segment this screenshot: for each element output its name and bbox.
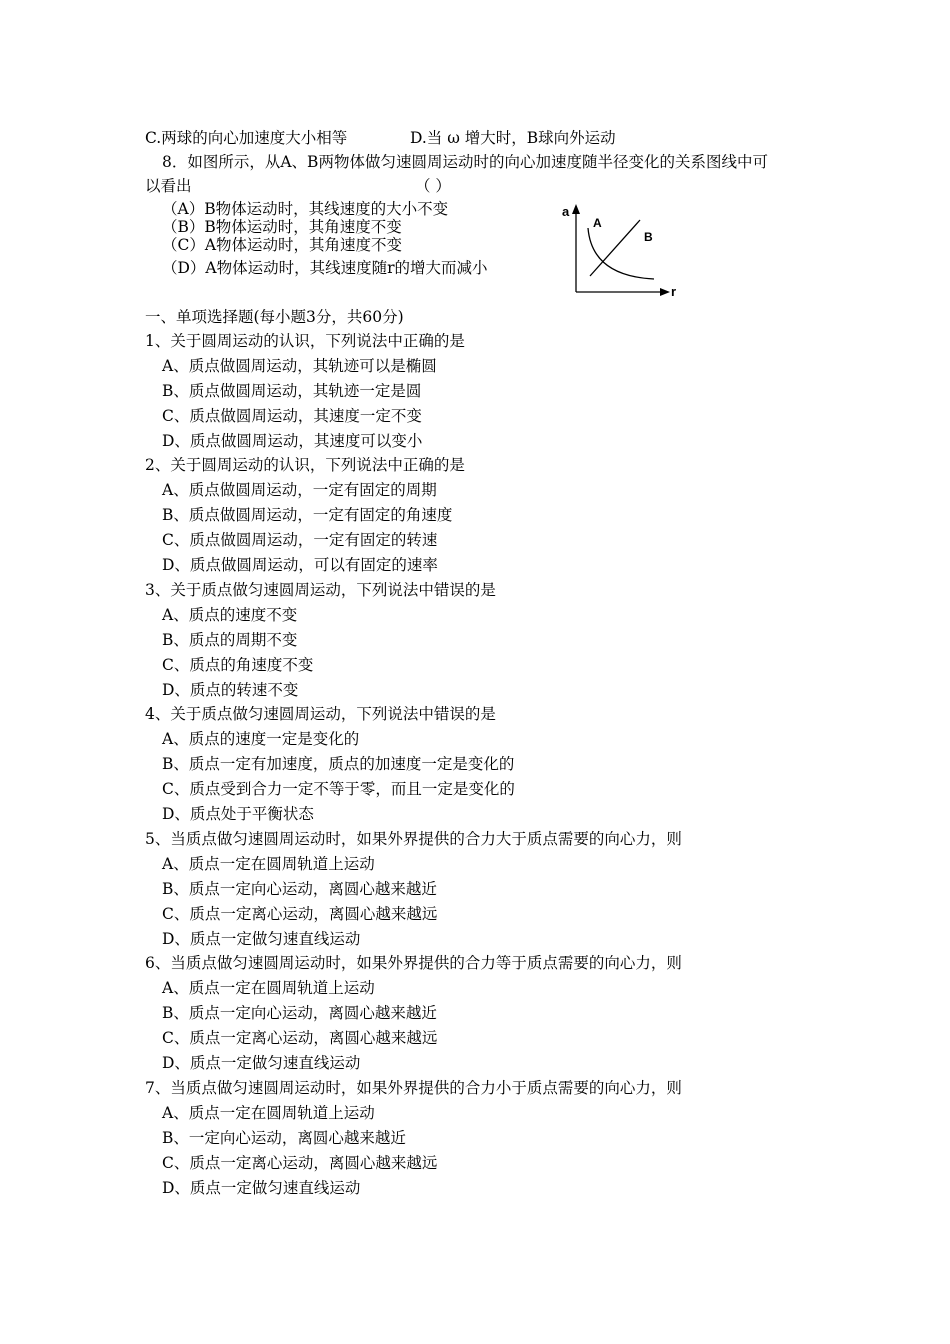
question-5-option-c: C、质点一定离心运动，离圆心越来越远 <box>162 905 438 923</box>
line-b-label: B <box>644 230 653 244</box>
question-4-option-c: C、质点受到合力一定不等于零，而且一定是变化的 <box>162 780 515 798</box>
question-1-option-a: A、质点做圆周运动，其轨迹可以是椭圆 <box>162 357 437 375</box>
question-5-option-a: A、质点一定在圆周轨道上运动 <box>162 855 375 873</box>
question-7-option-d: D、质点一定做匀速直线运动 <box>162 1179 361 1197</box>
question-1-option-c: C、质点做圆周运动，其速度一定不变 <box>162 407 422 425</box>
question-2-stem: 2、关于圆周运动的认识，下列说法中正确的是 <box>145 456 465 474</box>
question-4-option-d: D、质点处于平衡状态 <box>162 805 314 823</box>
y-axis-arrow <box>572 204 580 214</box>
question-3-option-c: C、质点的角速度不变 <box>162 656 314 674</box>
q8-option-d: （D）A物体运动时，其线速度随r的增大而减小 <box>162 259 488 277</box>
question-7-option-b: B、一定向心运动，离圆心越来越近 <box>162 1129 406 1147</box>
question-3-option-b: B、质点的周期不变 <box>162 631 298 649</box>
question-2-option-a: A、质点做圆周运动，一定有固定的周期 <box>162 481 437 499</box>
q8-stem-line2: 以看出 <box>145 177 192 195</box>
question-6-option-d: D、质点一定做匀速直线运动 <box>162 1054 361 1072</box>
question-5-stem: 5、当质点做匀速圆周运动时，如果外界提供的合力大于质点需要的向心力，则 <box>145 830 682 848</box>
question-7-option-a: A、质点一定在圆周轨道上运动 <box>162 1104 375 1122</box>
question-6-option-a: A、质点一定在圆周轨道上运动 <box>162 979 375 997</box>
question-2-option-c: C、质点做圆周运动，一定有固定的转速 <box>162 531 438 549</box>
curve-a-label: A <box>593 216 602 230</box>
x-axis-arrow <box>660 288 670 296</box>
question-1-stem: 1、关于圆周运动的认识，下列说法中正确的是 <box>145 332 465 350</box>
section-heading: 一、单项选择题(每小题3分，共60分) <box>145 308 404 326</box>
question-6-option-b: B、质点一定向心运动，离圆心越来越近 <box>162 1004 437 1022</box>
q7-option-c: C.两球的向心加速度大小相等 <box>145 129 348 147</box>
question-4-option-b: B、质点一定有加速度，质点的加速度一定是变化的 <box>162 755 515 773</box>
question-2-option-d: D、质点做圆周运动，可以有固定的速率 <box>162 556 438 574</box>
question-7-option-c: C、质点一定离心运动，离圆心越来越远 <box>162 1154 438 1172</box>
question-6-option-c: C、质点一定离心运动，离圆心越来越远 <box>162 1029 438 1047</box>
question-6-stem: 6、当质点做匀速圆周运动时，如果外界提供的合力等于质点需要的向心力，则 <box>145 954 682 972</box>
q8-option-c: （C）A物体运动时，其角速度不变 <box>162 236 403 254</box>
question-5-option-d: D、质点一定做匀速直线运动 <box>162 930 361 948</box>
y-axis-label: a <box>562 204 570 219</box>
q8-option-a: （A）B物体运动时，其线速度的大小不变 <box>162 200 449 218</box>
question-3-stem: 3、关于质点做匀速圆周运动，下列说法中错误的是 <box>145 581 496 599</box>
q8-answer-paren: （ ） <box>415 177 451 195</box>
x-axis-label: r <box>671 284 677 299</box>
question-4-stem: 4、关于质点做匀速圆周运动，下列说法中错误的是 <box>145 705 496 723</box>
question-2-option-b: B、质点做圆周运动，一定有固定的角速度 <box>162 506 453 524</box>
question-3-option-a: A、质点的速度不变 <box>162 606 298 624</box>
q8-option-b: （B）B物体运动时，其角速度不变 <box>162 218 402 236</box>
question-1-option-d: D、质点做圆周运动，其速度可以变小 <box>162 432 423 450</box>
q8-stem-line1: 8．如图所示，从A、B两物体做匀速圆周运动时的向心加速度随半径变化的关系图线中可 <box>162 153 768 171</box>
question-7-stem: 7、当质点做匀速圆周运动时，如果外界提供的合力小于质点需要的向心力，则 <box>145 1079 682 1097</box>
question-5-option-b: B、质点一定向心运动，离圆心越来越近 <box>162 880 437 898</box>
q7-option-d: D.当 ω 增大时，B球向外运动 <box>410 129 616 147</box>
question-4-option-a: A、质点的速度一定是变化的 <box>162 730 360 748</box>
question-3-option-d: D、质点的转速不变 <box>162 681 299 699</box>
acceleration-radius-figure <box>560 200 690 300</box>
question-1-option-b: B、质点做圆周运动，其轨迹一定是圆 <box>162 382 422 400</box>
